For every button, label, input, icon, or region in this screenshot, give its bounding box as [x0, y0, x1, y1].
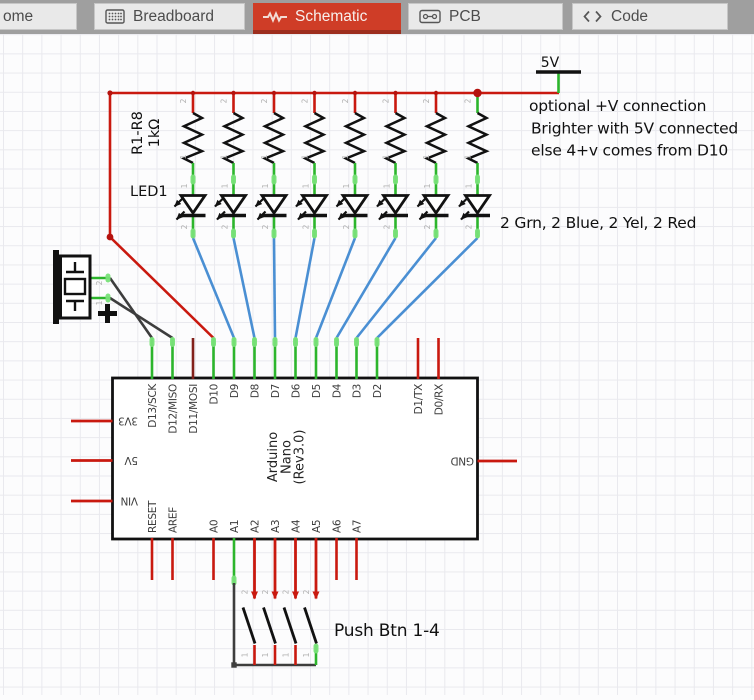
svg-text:A2: A2 [249, 519, 262, 533]
svg-text:1: 1 [302, 652, 311, 658]
tab-schematic[interactable] [253, 3, 401, 30]
svg-text:D11/MOSI: D11/MOSI [187, 384, 200, 434]
svg-text:1: 1 [301, 183, 311, 189]
svg-text:D5: D5 [310, 384, 323, 399]
svg-text:D0/RX: D0/RX [433, 384, 446, 416]
svg-text:2: 2 [220, 224, 230, 230]
svg-text:else 4+v comes from D10: else 4+v comes from D10 [531, 141, 729, 160]
svg-text:1: 1 [463, 154, 473, 160]
resistor-4[interactable] [301, 94, 324, 196]
svg-text:1kΩ: 1kΩ [147, 118, 163, 148]
push-button-2[interactable] [261, 589, 276, 665]
tab-code[interactable] [572, 3, 728, 30]
svg-text:1: 1 [300, 154, 310, 160]
svg-text:1: 1 [219, 154, 229, 160]
svg-text:2: 2 [281, 589, 291, 595]
svg-text:3V3: 3V3 [118, 414, 138, 427]
svg-text:Brighter with 5V connected: Brighter with 5V connected [531, 119, 739, 138]
power-symbol-5v[interactable] [536, 55, 581, 72]
push-button-1[interactable] [241, 589, 256, 665]
svg-text:1: 1 [179, 154, 188, 160]
svg-text:A3: A3 [269, 519, 282, 533]
svg-text:1: 1 [240, 652, 250, 658]
svg-text:D9: D9 [228, 384, 241, 399]
svg-text:1: 1 [422, 154, 431, 160]
bus-junction-dots [107, 89, 482, 241]
svg-text:R1-R8: R1-R8 [130, 111, 146, 155]
led-1[interactable] [175, 183, 206, 238]
svg-text:1: 1 [341, 154, 350, 160]
tab-welcome-partial[interactable] [0, 3, 77, 30]
tab-breadboard[interactable] [94, 3, 245, 30]
svg-text:1: 1 [423, 183, 432, 189]
led-8[interactable] [459, 183, 490, 238]
svg-text:D13/SCK: D13/SCK [146, 384, 159, 428]
svg-text:1: 1 [260, 154, 269, 160]
svg-text:2 Grn, 2 Blue, 2 Yel, 2 Red: 2 Grn, 2 Blue, 2 Yel, 2 Red [500, 214, 697, 232]
svg-text:D7: D7 [269, 384, 282, 399]
svg-text:A7: A7 [351, 519, 364, 533]
tab-schematic-label: Schematic [295, 7, 368, 25]
tab-breadboard-label: Breadboard [133, 7, 215, 25]
resistor-8[interactable] [464, 94, 487, 196]
svg-text:2: 2 [464, 224, 474, 230]
svg-text:D6: D6 [290, 384, 303, 399]
svg-text:A0: A0 [208, 519, 221, 533]
svg-text:D8: D8 [249, 384, 262, 399]
svg-text:AREF: AREF [167, 507, 180, 533]
svg-text:Arduino: Arduino [266, 431, 281, 483]
svg-text:1: 1 [281, 652, 291, 658]
svg-text:2: 2 [341, 98, 350, 104]
tab-pcb[interactable] [408, 3, 563, 30]
resistor-group-label[interactable] [130, 111, 163, 155]
power-wires[interactable] [110, 73, 559, 338]
led-3[interactable] [256, 183, 287, 238]
pcb-trace-icon [419, 9, 441, 24]
svg-text:1: 1 [261, 183, 270, 189]
svg-text:1: 1 [95, 300, 104, 306]
svg-text:2: 2 [261, 224, 270, 230]
svg-text:GND: GND [450, 454, 474, 467]
svg-text:2: 2 [302, 589, 311, 595]
svg-text:A5: A5 [310, 519, 323, 533]
svg-text:D3: D3 [351, 384, 364, 399]
svg-text:2: 2 [301, 224, 311, 230]
svg-text:D12/MISO: D12/MISO [167, 384, 180, 434]
svg-text:1: 1 [342, 183, 351, 189]
svg-text:2: 2 [240, 589, 250, 595]
svg-text:5V: 5V [124, 454, 138, 466]
svg-text:2: 2 [179, 98, 188, 104]
svg-text:2: 2 [219, 98, 229, 104]
led-signal-wires[interactable] [193, 238, 478, 338]
svg-text:2: 2 [261, 589, 270, 595]
svg-text:D2: D2 [371, 384, 384, 399]
svg-text:(Rev3.0): (Rev3.0) [292, 429, 308, 485]
tab-code-label: Code [611, 7, 649, 25]
led-2[interactable] [215, 183, 246, 238]
svg-text:1: 1 [220, 183, 230, 189]
resistor-zigzag-icon [263, 11, 287, 23]
led-5[interactable] [337, 183, 368, 238]
svg-text:2: 2 [463, 98, 473, 104]
arduino-nano[interactable] [71, 338, 517, 599]
svg-text:2: 2 [342, 224, 351, 230]
led-7[interactable] [418, 183, 449, 238]
resistor-6[interactable] [382, 94, 405, 196]
led-group-label[interactable] [130, 184, 168, 200]
view-tabbar [0, 0, 754, 34]
resistor-2[interactable] [220, 94, 243, 196]
resistor-7[interactable] [422, 94, 445, 196]
svg-text:A1: A1 [228, 519, 241, 533]
resistor-5[interactable] [341, 94, 364, 196]
tab-welcome-label: ome [3, 7, 34, 25]
svg-text:2: 2 [180, 224, 189, 230]
svg-text:1: 1 [381, 154, 391, 160]
piezo-buzzer[interactable] [53, 250, 173, 338]
svg-text:2: 2 [381, 98, 391, 104]
svg-text:Push Btn 1-4: Push Btn 1-4 [334, 621, 440, 641]
svg-text:2: 2 [423, 224, 432, 230]
push-button-4[interactable] [302, 589, 317, 665]
breadboard-grid-icon [105, 9, 125, 24]
resistor-1[interactable] [179, 94, 202, 196]
svg-text:D10: D10 [208, 384, 221, 405]
svg-text:1: 1 [180, 183, 189, 189]
svg-text:2: 2 [260, 98, 269, 104]
svg-text:1: 1 [464, 183, 474, 189]
svg-text:1: 1 [382, 183, 392, 189]
svg-text:A4: A4 [290, 519, 303, 533]
svg-text:2: 2 [95, 280, 104, 286]
svg-text:D1/TX: D1/TX [412, 384, 425, 415]
svg-text:A6: A6 [331, 519, 344, 533]
svg-text:2: 2 [300, 98, 310, 104]
svg-text:1: 1 [261, 652, 270, 658]
svg-text:VIN: VIN [120, 494, 138, 507]
svg-text:RESET: RESET [146, 500, 159, 533]
svg-text:Nano: Nano [279, 440, 295, 474]
svg-text:5V: 5V [540, 55, 560, 71]
code-brackets-icon [583, 9, 603, 24]
led-4[interactable] [296, 183, 327, 238]
led-6[interactable] [377, 183, 408, 238]
resistor-3[interactable] [260, 94, 283, 196]
svg-text:optional +V connection: optional +V connection [529, 97, 707, 115]
svg-text:LED1: LED1 [130, 184, 168, 200]
svg-text:2: 2 [382, 224, 392, 230]
tab-pcb-label: PCB [449, 7, 481, 25]
push-button-3[interactable] [282, 589, 297, 665]
svg-text:D4: D4 [331, 384, 344, 399]
svg-text:2: 2 [422, 98, 431, 104]
